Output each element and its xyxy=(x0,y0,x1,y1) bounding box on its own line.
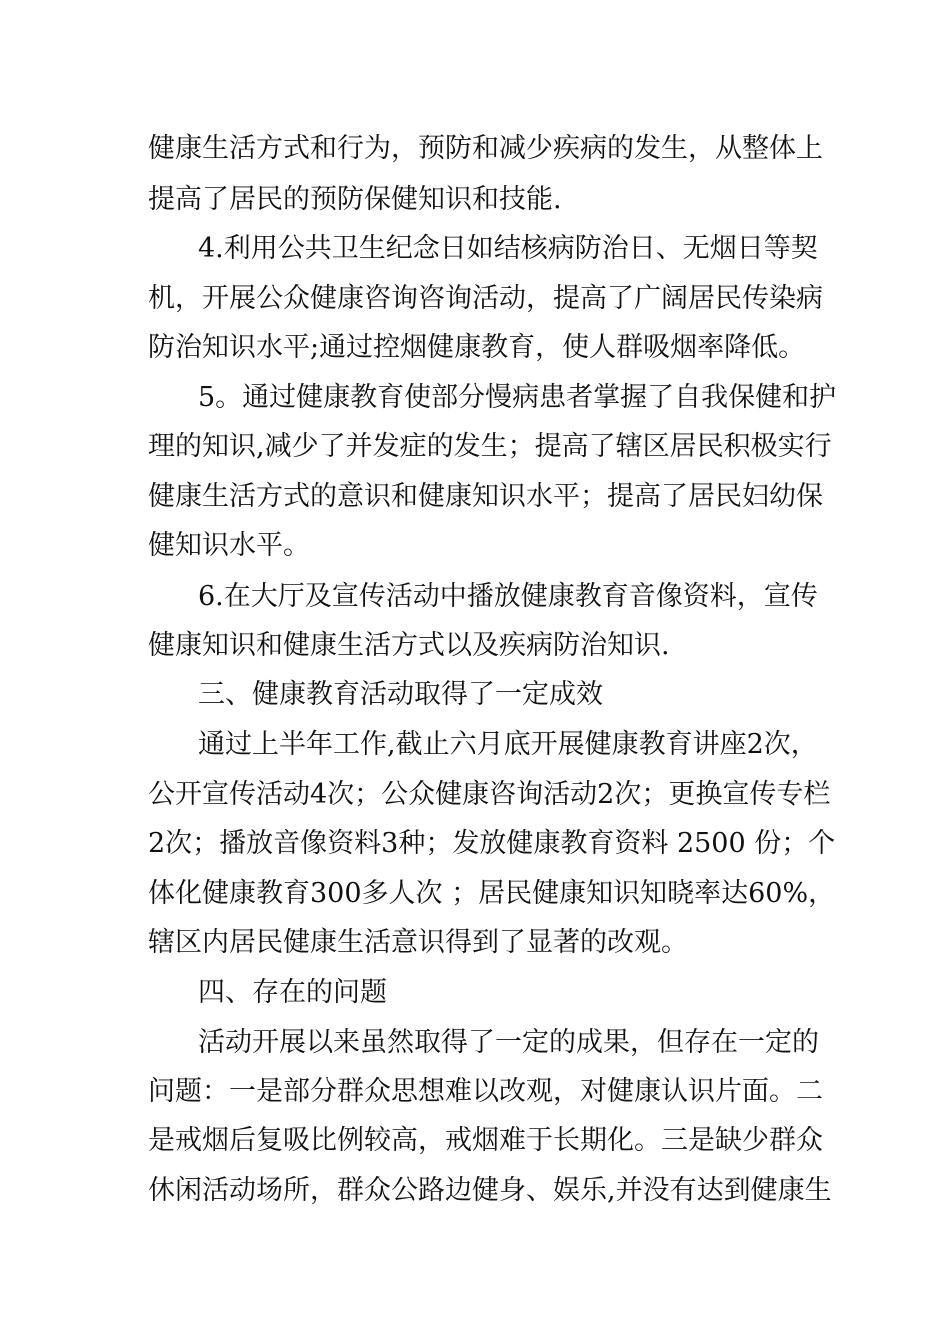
text-line: 提高了居民的预防保健知识和技能. xyxy=(148,184,562,215)
text-line: 理的知识,减少了并发症的发生；提高了辖区居民积极实行 xyxy=(148,431,832,462)
text-line: 休闲活动场所，群众公路边健身、娱乐,并没有达到健康生 xyxy=(148,1175,832,1206)
text-line: 4.利用公共卫生纪念日如结核病防治日、无烟日等契 xyxy=(198,233,818,264)
text-line: 辖区内居民健康生活意识得到了显著的改观。 xyxy=(148,927,688,958)
text-line: 问题：一是部分群众思想难以改观，对健康认识片面。二 xyxy=(148,1076,823,1107)
text-line: 健康生活方式的意识和健康知识水平；提高了居民妇幼保 xyxy=(148,481,823,512)
text-line: 机，开展公众健康咨询咨询活动，提高了广阔居民传染病 xyxy=(148,283,823,314)
text-line: 健康生活方式和行为，预防和减少疾病的发生，从整体上 xyxy=(148,133,823,164)
text-line: 2次；播放音像资料3种；发放健康教育资料 2500 份；个 xyxy=(148,828,836,859)
text-line: 活动开展以来虽然取得了一定的成果，但存在一定的 xyxy=(198,1027,819,1058)
text-line: 公开宣传活动4次；公众健康咨询活动2次；更换宣传专栏 xyxy=(148,779,831,810)
text-line: 是戒烟后复吸比例较高，戒烟难于长期化。三是缺少群众 xyxy=(148,1125,823,1156)
section-heading: 四、存在的问题 xyxy=(198,977,387,1008)
text-line: 6.在大厅及宣传活动中播放健康教育音像资料，宣传 xyxy=(198,581,818,612)
text-line: 健知识水平。 xyxy=(148,530,310,561)
text-line: 健康知识和健康生活方式以及疾病防治知识. xyxy=(148,630,670,661)
text-line: 通过上半年工作,截止六月底开展健康教育讲座2次， xyxy=(198,729,818,760)
text-line: 体化健康教育300多人次 ；居民健康知识知晓率达60%， xyxy=(148,878,836,909)
text-line: 防治知识水平;通过控烟健康教育，使人群吸烟率降低。 xyxy=(148,332,806,363)
text-line: 5。通过健康教育使部分慢病患者掌握了自我保健和护 xyxy=(198,382,837,413)
section-heading: 三、健康教育活动取得了一定成效 xyxy=(198,679,603,710)
